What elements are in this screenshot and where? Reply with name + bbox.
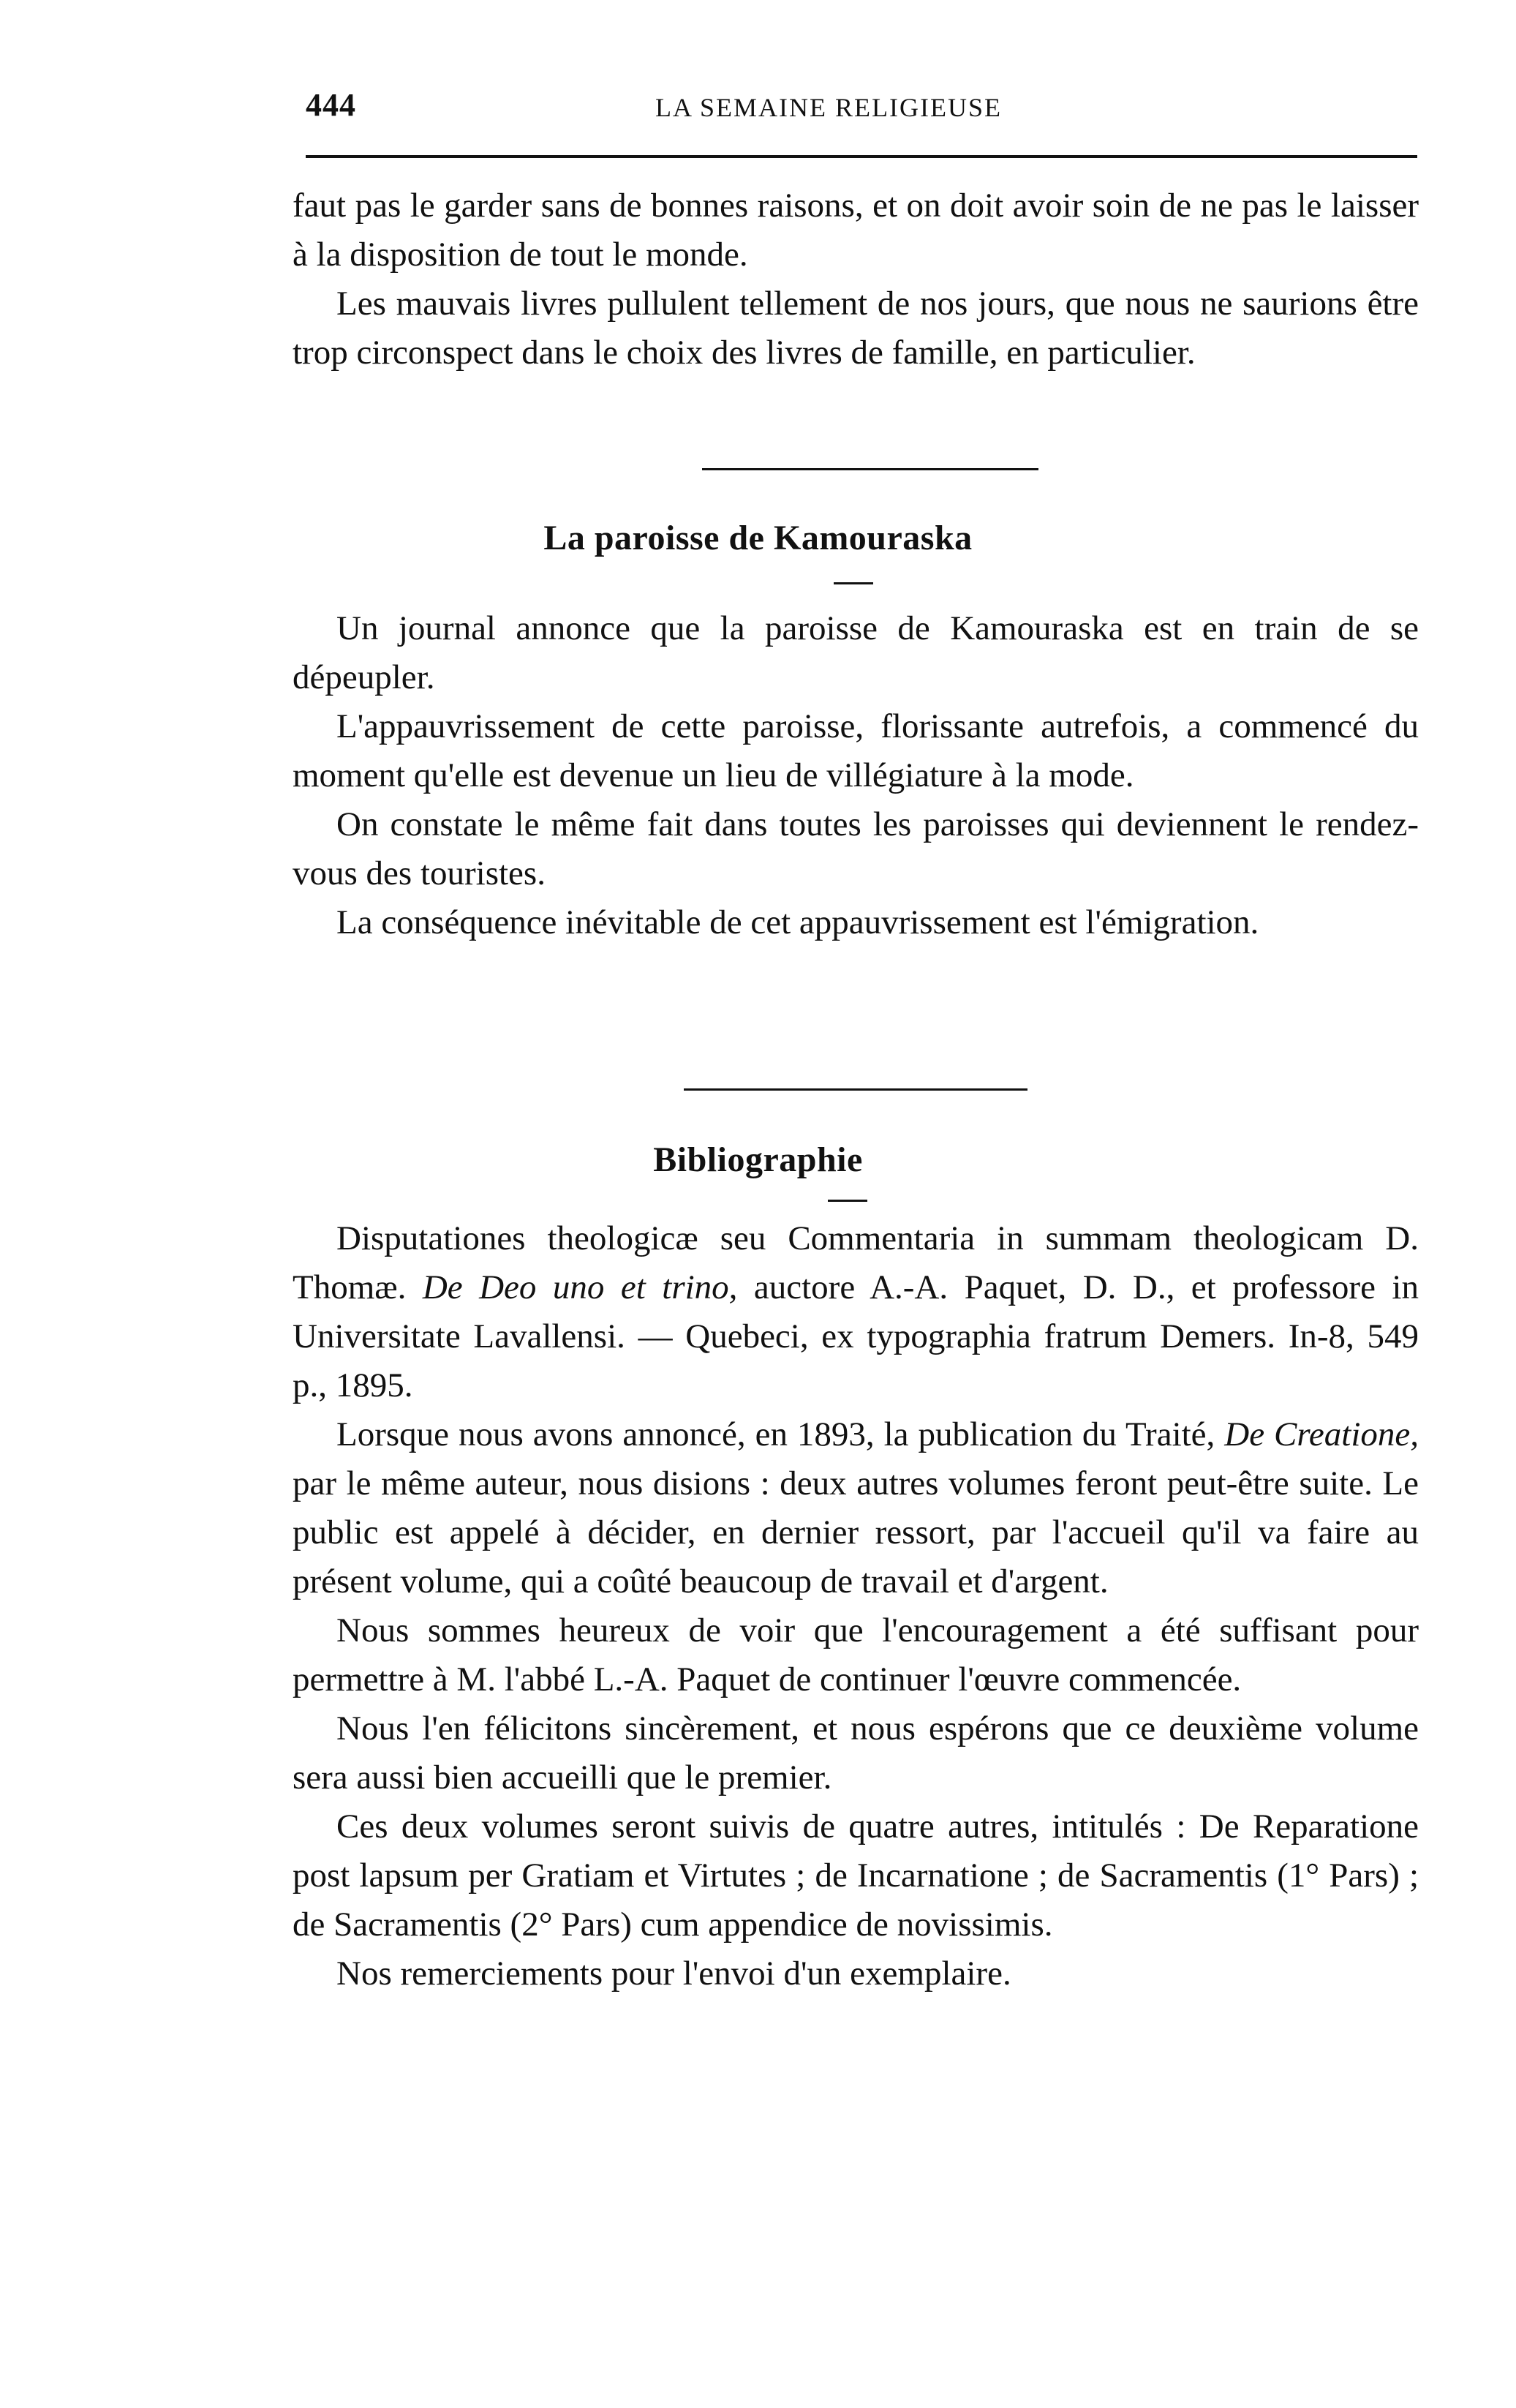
italic-title: De Creatione, (1224, 1415, 1419, 1453)
paragraph: Les mauvais livres pullulent tellement de nos jours, que nous ne saurions être trop circonspect dans le choix des livres de famille, en particulier. (293, 285, 1419, 372)
paragraph: La conséquence inévitable de cet appauvrissement est l'émigration. (336, 903, 1259, 941)
continuation-text (293, 181, 1419, 377)
title-dash (834, 582, 873, 584)
paragraph-part: par le même auteur, nous disions : deux autres volumes feront peut-être suite. Le public est appelé à décider, en dernier ressort, par l'accueil qu'il va faire au présent volume, qui a coûté beaucoup de travail et d'argent. (293, 1464, 1419, 1600)
paragraph (293, 1410, 1419, 1606)
paragraph: Ces deux volumes seront suivis de quatre autres, intitulés : De Reparatione post lapsum per Gratiam et Virtutes ; de Incarnatione ; de Sacramentis (1° Pars) ; de Sacramentis (2° Pars) cum appendice de novissimis. (293, 1807, 1419, 1944)
citation-part: auctore A.-A. Paquet, D. D., et professore in Universitate Lavallensi. — Quebeci, ex typographia fratrum Demers. In-8, 549 p., 1895. (293, 1268, 1419, 1404)
bibliographie-text (293, 1214, 1419, 1998)
section-title-bibliographie: Bibliographie (653, 1140, 863, 1179)
paragraph: L'appauvrissement de cette paroisse, florissante autrefois, a commencé du moment qu'elle est devenue un lieu de villégiature à la mode. (293, 707, 1419, 794)
paragraph: On constate le même fait dans toutes les paroisses qui deviennent le rendez-vous des touristes. (293, 805, 1419, 892)
paragraph-part: Lorsque nous avons annoncé, en 1893, la publication du Traité, (336, 1415, 1225, 1453)
kamouraska-text (293, 604, 1419, 947)
section-separator (684, 1088, 1027, 1091)
title-dash (828, 1200, 867, 1202)
paragraph: Nous l'en félicitons sincèrement, et nous espérons que ce deuxième volume sera aussi bien accueilli que le premier. (293, 1709, 1419, 1796)
citation-part: Disputationes theologicæ seu Commentaria in summam theologicam D. Thomæ. (293, 1219, 1419, 1306)
citation-italic-title: De Deo uno et trino, (422, 1268, 738, 1306)
section-title-kamouraska: La paroisse de Kamouraska (543, 519, 973, 557)
paragraph: Nous sommes heureux de voir que l'encouragement a été suffisant pour permettre à M. l'abbé L.-A. Paquet de continuer l'œuvre commencée. (293, 1611, 1419, 1698)
page-number: 444 (306, 87, 356, 123)
paragraph: faut pas le garder sans de bonnes raisons, et on doit avoir soin de ne pas le laisser à la disposition de tout le monde. (293, 187, 1419, 274)
paragraph: Nos remerciements pour l'envoi d'un exemplaire. (336, 1954, 1011, 1993)
paragraph: Un journal annonce que la paroisse de Kamouraska est en train de se dépeupler. (293, 609, 1419, 696)
header-rule (306, 155, 1417, 158)
running-title: LA SEMAINE RELIGIEUSE (655, 93, 1002, 122)
citation-paragraph (293, 1214, 1419, 1410)
running-header (306, 86, 1417, 138)
section-separator (702, 468, 1038, 470)
